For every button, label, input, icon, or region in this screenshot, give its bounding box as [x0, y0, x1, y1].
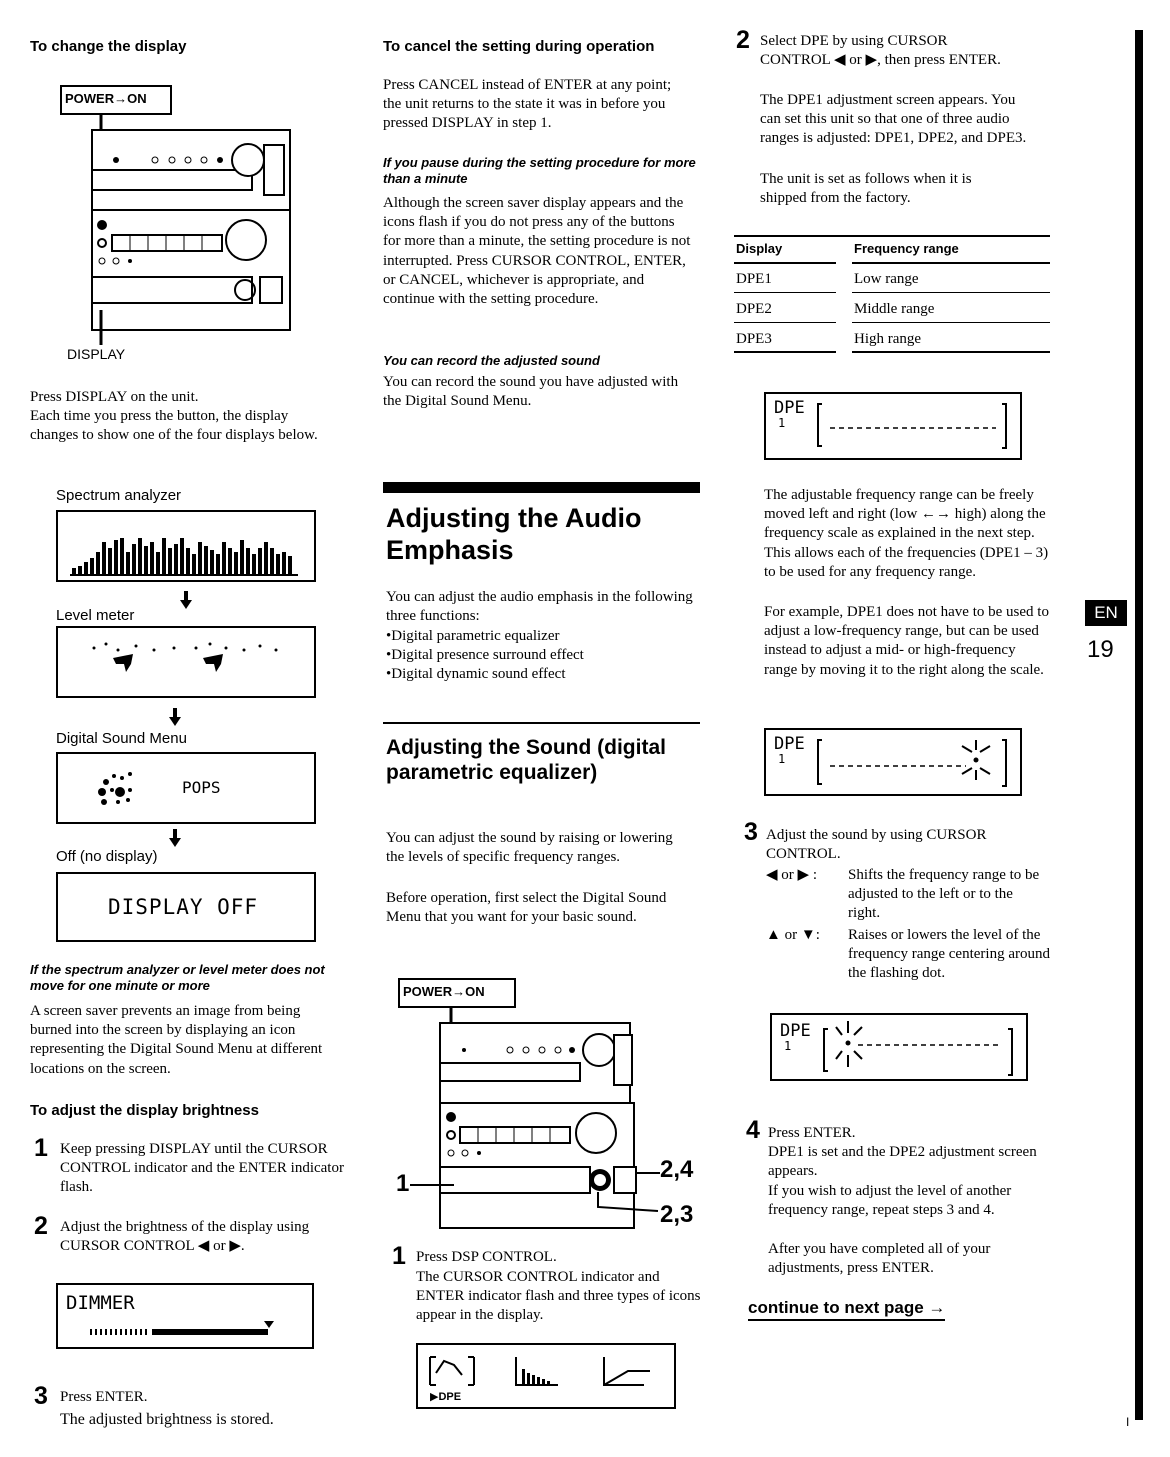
spectrum-bars [58, 512, 314, 580]
level-meter-label: Level meter [56, 607, 135, 624]
table-rule [734, 351, 836, 353]
table-header-frequency: Frequency range [854, 241, 959, 256]
record-heading: You can record the adjusted sound [383, 353, 600, 368]
dsp-step1-a: Press DSP CONTROL. [416, 1249, 557, 1265]
record-text: You can record the sound you have adjusted with the Digital Sound Menu. [383, 374, 679, 410]
ud-key: ▲ or ▼: [766, 927, 820, 943]
sound-menu-icon [82, 760, 162, 820]
continue-next-page-link[interactable]: continue to next page → [748, 1298, 945, 1321]
function-list [386, 627, 696, 685]
dimmer-display [56, 1283, 314, 1349]
section-intro: You can adjust the audio emphasis in the following three functions: [386, 589, 693, 625]
table-rule [734, 235, 1050, 237]
heading-change-display: To change the display [30, 38, 187, 55]
display-off-display [56, 872, 316, 942]
table-rule [734, 292, 836, 293]
table-cell-display: DPE2 [736, 301, 772, 317]
adjustable-range-text: The adjustable frequency range can be freely moved left and right (low ←→ high) along the frequency scale as explained in the next step. This allows each of the frequencies (DPE1 – 3) to be used for any frequency range. [764, 487, 1049, 580]
display-off-text: DISPLAY OFF [108, 895, 259, 919]
lr-key: ◀ or ▶ : [766, 867, 817, 883]
brightness-step3-b: The adjusted brightness is stored. [60, 1411, 274, 1428]
brightness-scale [90, 1321, 280, 1341]
lr-description: Shifts the frequency range to be adjusted to the left or to the right. [848, 867, 1040, 922]
power-on-label: POWER→ON [60, 85, 172, 115]
dsp-icons-display [416, 1343, 676, 1409]
pause-heading: If you pause during the setting procedure for more than a minute [383, 155, 696, 187]
section-rule [383, 482, 700, 493]
arrow-down-icon [180, 600, 192, 609]
section-title: Adjusting the Audio Emphasis [386, 503, 642, 565]
table-rule [734, 262, 836, 264]
function-item: •Digital parametric equalizer [386, 628, 560, 644]
function-item: •Digital presence surround effect [386, 647, 584, 664]
dpe-label: DPE [774, 398, 805, 418]
brightness-heading: To adjust the display brightness [30, 1102, 259, 1119]
dimmer-text: DIMMER [66, 1292, 135, 1314]
dsm-label: Digital Sound Menu [56, 730, 187, 747]
step4-press-enter: Press ENTER. [768, 1125, 856, 1141]
table-cell-frequency: Low range [854, 271, 919, 287]
display-button-label: DISPLAY [67, 346, 126, 362]
saver-text: A screen saver prevents an image from being burned into the screen by displaying an icon representing the Digital Sound Menu at different locations on the screen. [30, 1003, 323, 1077]
level-meter-icons [58, 628, 314, 696]
subsection-rule [383, 722, 700, 724]
pause-text: Although the screen saver display appears and the icons flash if you do not press any of the buttons for more than a minute, the setting procedure is not interrupted. Press CURSOR CONTROL, ENTER, or CANCEL, whichever is appropriate, and continue with the setting procedure. [383, 195, 691, 307]
step-number: 3 [34, 1382, 48, 1410]
footer-mark: I [1126, 1415, 1130, 1429]
subsection-p2: Before operation, first select the Digital Sound Menu that you want for your basic sound. [386, 890, 667, 926]
subsection-title: Adjusting the Sound (digital parametric equalizer) [386, 736, 666, 785]
example-text: For example, DPE1 does not have to be used to adjust a low-frequency range, but can be used instead to adjust a mid- or high-frequency range by moving it to the right along the scale. [764, 604, 1049, 678]
dpe-label: DPE [780, 1021, 811, 1041]
step-number: 1 [34, 1134, 48, 1162]
stereo-drawing [60, 85, 300, 345]
table-rule [852, 262, 1050, 264]
press-display-explain: Each time you press the button, the display changes to show one of the four displays below. [30, 408, 318, 444]
step-number: 2 [34, 1212, 48, 1240]
dpe-number: 1 [778, 752, 786, 766]
cancel-text: Press CANCEL instead of ENTER at any point; the unit returns to the state it was in before you pressed DISPLAY in step 1. [383, 77, 672, 132]
step-number: 4 [746, 1116, 760, 1144]
page-edge-bar [1135, 30, 1143, 1420]
callout-1: 1 [396, 1170, 410, 1197]
arrow-down-icon [169, 717, 181, 726]
dpe-label: DPE [774, 734, 805, 754]
step4-repeat: If you wish to adjust the level of another frequency range, repeat steps 3 and 4. [768, 1183, 1012, 1219]
dpe1-screen-text: The DPE1 adjustment screen appears. You can set this unit so that one of three audio ranges is adjusted: DPE1, DPE2, and DPE3. [760, 92, 1027, 147]
dpe-display-3 [770, 1013, 1028, 1081]
spectrum-label: Spectrum analyzer [56, 487, 182, 504]
table-cell-display: DPE3 [736, 331, 772, 347]
power-on-label: POWER→ON [398, 978, 516, 1008]
table-cell-frequency: Middle range [854, 301, 935, 317]
subsection-p1: You can adjust the sound by raising or lowering the levels of specific frequency ranges. [386, 830, 673, 866]
press-display-text: Press DISPLAY on the unit. [30, 389, 199, 405]
ud-description: Raises or lowers the level of the frequency range centering around the flashing dot. [848, 927, 1050, 982]
stereo-unit-illustration [394, 975, 714, 1235]
level-meter-display [56, 626, 316, 698]
table-rule [852, 322, 1050, 323]
brightness-step1: Keep pressing DISPLAY until the CURSOR CONTROL indicator and the ENTER indicator flash. [60, 1141, 344, 1196]
saver-heading: If the spectrum analyzer or level meter does not move for one minute or more [30, 962, 325, 994]
dpe-display-1 [764, 392, 1022, 460]
callout-2-4: 2,4 [660, 1156, 694, 1183]
arrow-down-icon [169, 838, 181, 847]
factory-setting-text: The unit is set as follows when it is shipped from the factory. [760, 171, 972, 207]
table-rule [852, 292, 1050, 293]
brightness-step2: Adjust the brightness of the display using CURSOR CONTROL ◀ or ▶. [60, 1219, 310, 1255]
table-rule [852, 351, 1050, 353]
stereo-unit-illustration [60, 85, 300, 345]
step4-complete: After you have completed all of your adjustments, press ENTER. [768, 1241, 991, 1277]
off-label: Off (no display) [56, 848, 158, 865]
step4-dpe1-set: DPE1 is set and the DPE2 adjustment screen appears. [768, 1144, 1037, 1180]
step-number: 3 [744, 818, 758, 846]
callout-2-3: 2,3 [660, 1201, 694, 1228]
frequency-scale [816, 398, 1016, 452]
table-cell-frequency: High range [854, 331, 922, 347]
dsm-mode-text: POPS [182, 778, 221, 797]
step-number: 1 [392, 1242, 406, 1270]
dpe-number: 1 [778, 416, 786, 430]
dpe-display-2 [764, 728, 1022, 796]
table-cell-display: DPE1 [736, 271, 772, 287]
table-rule [734, 322, 836, 323]
dsm-display [56, 752, 316, 824]
cancel-heading: To cancel the setting during operation [383, 38, 655, 55]
stereo-drawing [394, 975, 714, 1235]
step-number: 2 [736, 26, 750, 54]
brightness-step3-a: Press ENTER. [60, 1389, 148, 1405]
adjust-sound-text: Adjust the sound by using CURSOR CONTROL. [766, 827, 987, 863]
spectrum-display [56, 510, 316, 582]
function-item: •Digital dynamic sound effect [386, 666, 566, 683]
dpe-small-label: ▶DPE [430, 1391, 462, 1403]
language-tab: EN [1085, 600, 1127, 626]
table-header-display: Display [736, 241, 783, 256]
select-dpe-text: Select DPE by using CURSOR CONTROL ◀ or ▶, then press ENTER. [760, 33, 1001, 69]
frequency-scale [822, 1015, 1022, 1079]
dpe-number: 1 [784, 1039, 792, 1053]
page-number: 19 [1087, 636, 1114, 663]
frequency-scale [816, 732, 1016, 792]
dsp-step1-b: The CURSOR CONTROL indicator and ENTER indicator flash and three types of icons appear in the display. [416, 1269, 701, 1324]
